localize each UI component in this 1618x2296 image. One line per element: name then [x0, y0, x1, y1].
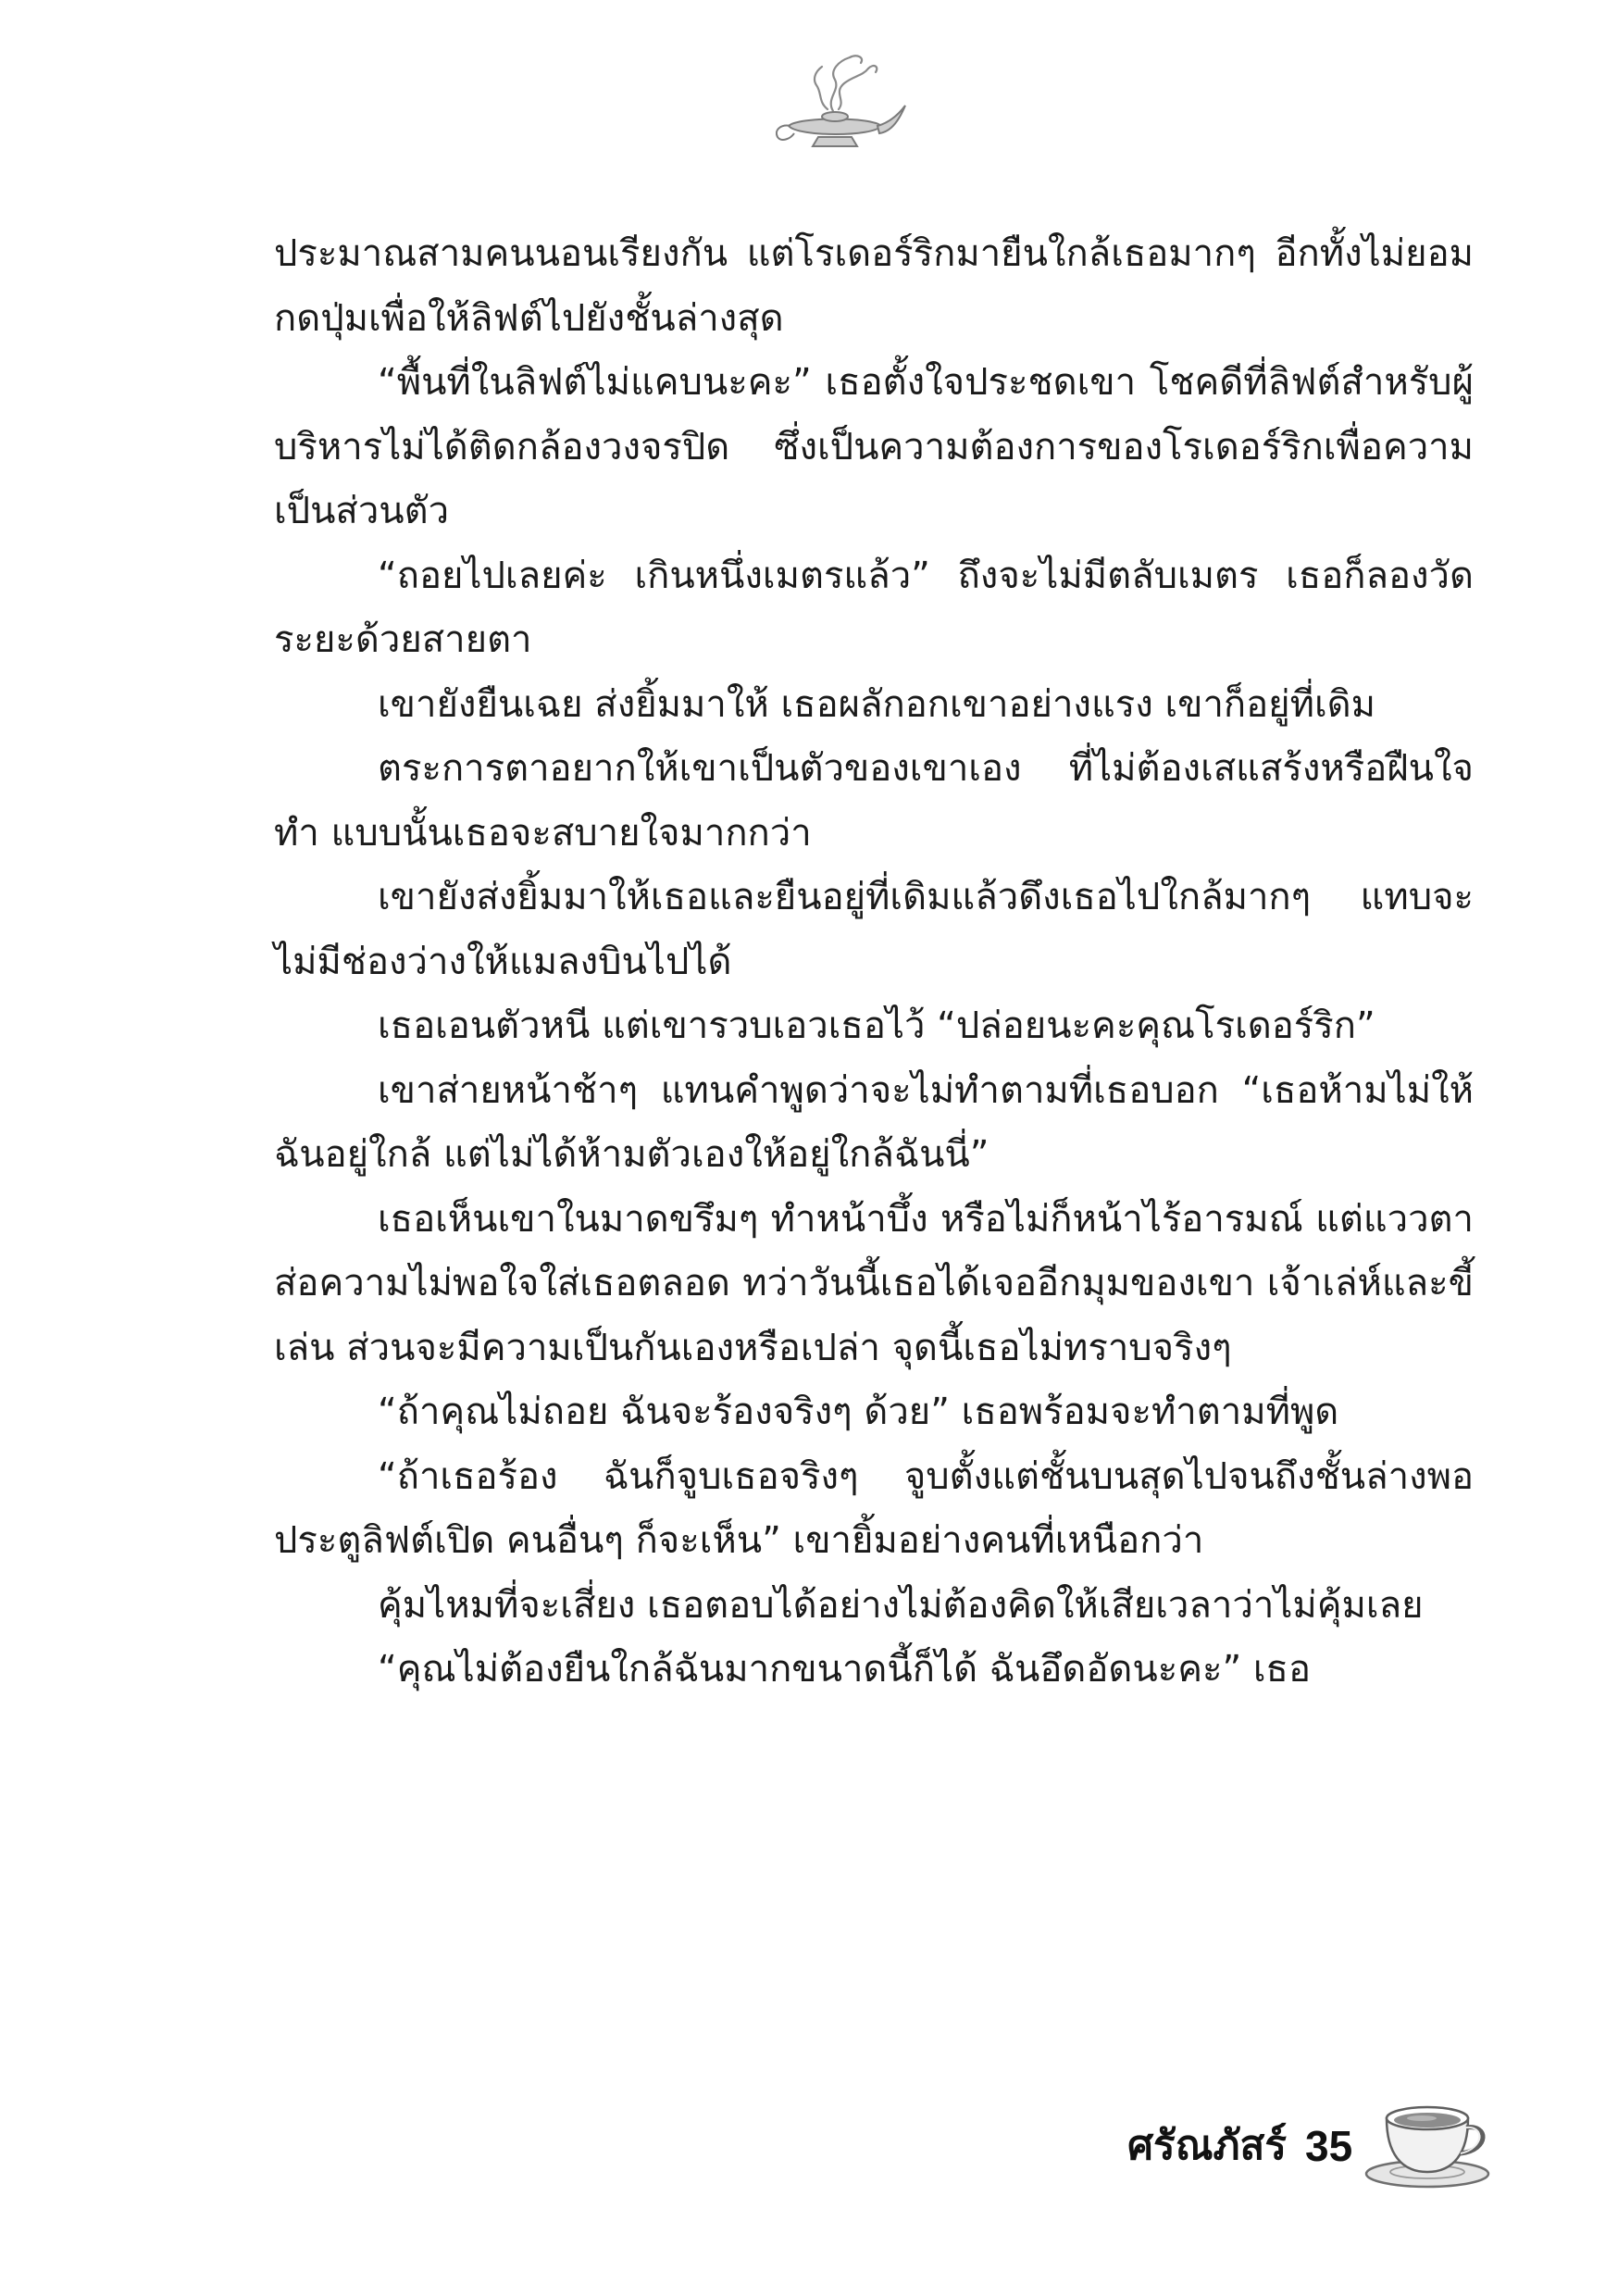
coffee-cup-icon [1361, 2098, 1500, 2190]
paragraph: เธอเห็นเขาในมาดขรึมๆ ทำหน้าบึ้ง หรือไม่ก็หน้าไร้อารมณ์ แต่แววตาส่อความไม่พอใจใส่เธอตลอด ทว่าวันนี้เธอได้เจออีกมุมของเขา เจ้าเล่ห์และขี้เล่น ส่วนจะมีความเป็นกันเองหรือเปล่า จุดนี้เธอไม่ทราบจริงๆ [274, 1197, 1474, 1369]
author-name: ศรัณภัสร์ [1127, 2122, 1287, 2169]
page-footer [1037, 2098, 1518, 2200]
chapter-body-text [274, 222, 1474, 1703]
paragraph: “คุณไม่ต้องยืนใกล้ฉันมากขนาดนี้ก็ได้ ฉันอึดอัดนะคะ” เธอ [378, 1648, 1311, 1691]
genie-lamp-icon [761, 48, 909, 159]
paragraph: เขายังยืนเฉย ส่งยิ้มมาให้ เธอผลักอกเขาอย่างแรง เขาก็อยู่ที่เดิม [378, 682, 1375, 726]
page-number: 35 [1305, 2122, 1353, 2170]
paragraph: ตระการตาอยากให้เขาเป็นตัวของเขาเอง ที่ไม่ต้องเสแสร้งหรือฝืนใจทำ แบบนั้นเธอจะสบายใจมากกว่า [274, 747, 1474, 855]
paragraph: “พื้นที่ในลิฟต์ไม่แคบนะคะ” เธอตั้งใจประชดเขา โชคดีที่ลิฟต์สำหรับผู้บริหารไม่ได้ติดกล้องวงจรปิด ซึ่งเป็นความต้องการของโรเดอร์ริกเพื่อความเป็นส่วนตัว [274, 361, 1474, 532]
paragraph: “ถ้าคุณไม่ถอย ฉันจะร้องจริงๆ ด้วย” เธอพร้อมจะทำตามที่พูด [378, 1391, 1339, 1433]
paragraph: “ถ้าเธอร้อง ฉันก็จูบเธอจริงๆ จูบตั้งแต่ชั้นบนสุดไปจนถึงชั้นล่างพอประตูลิฟต์เปิด คนอื่นๆ ก็จะเห็น” เขายิ้มอย่างคนที่เหนือกว่า [274, 1454, 1474, 1562]
paragraph: “ถอยไปเลยค่ะ เกินหนึ่งเมตรแล้ว” ถึงจะไม่มีตลับเมตร เธอก็ลองวัดระยะด้วยสายตา [274, 554, 1474, 661]
paragraph: คุ้มไหมที่จะเสี่ยง เธอตอบได้อย่างไม่ต้องคิดให้เสียเวลาว่าไม่คุ้มเลย [378, 1583, 1424, 1627]
paragraph: เขาส่ายหน้าช้าๆ แทนคำพูดว่าจะไม่ทำตามที่เธอบอก “เธอห้ามไม่ให้ฉันอยู่ใกล้ แต่ไม่ได้ห้ามตัวเองให้อยู่ใกล้ฉันนี่” [274, 1068, 1474, 1176]
paragraph: ประมาณสามคนนอนเรียงกัน แต่โรเดอร์ริกมายืนใกล้เธอมากๆ อีกทั้งไม่ยอมกดปุ่มเพื่อให้ลิฟต์ไปยังชั้นล่างสุด [274, 232, 1474, 340]
paragraph: เขายังส่งยิ้มมาให้เธอและยืนอยู่ที่เดิมแล้วดึงเธอไปใกล้มากๆ แทบจะไม่มีช่องว่างให้แมลงบินไปได้ [274, 876, 1474, 983]
paragraph: เธอเอนตัวหนี แต่เขารวบเอวเธอไว้ “ปล่อยนะคะคุณโรเดอร์ริก” [378, 1004, 1375, 1047]
